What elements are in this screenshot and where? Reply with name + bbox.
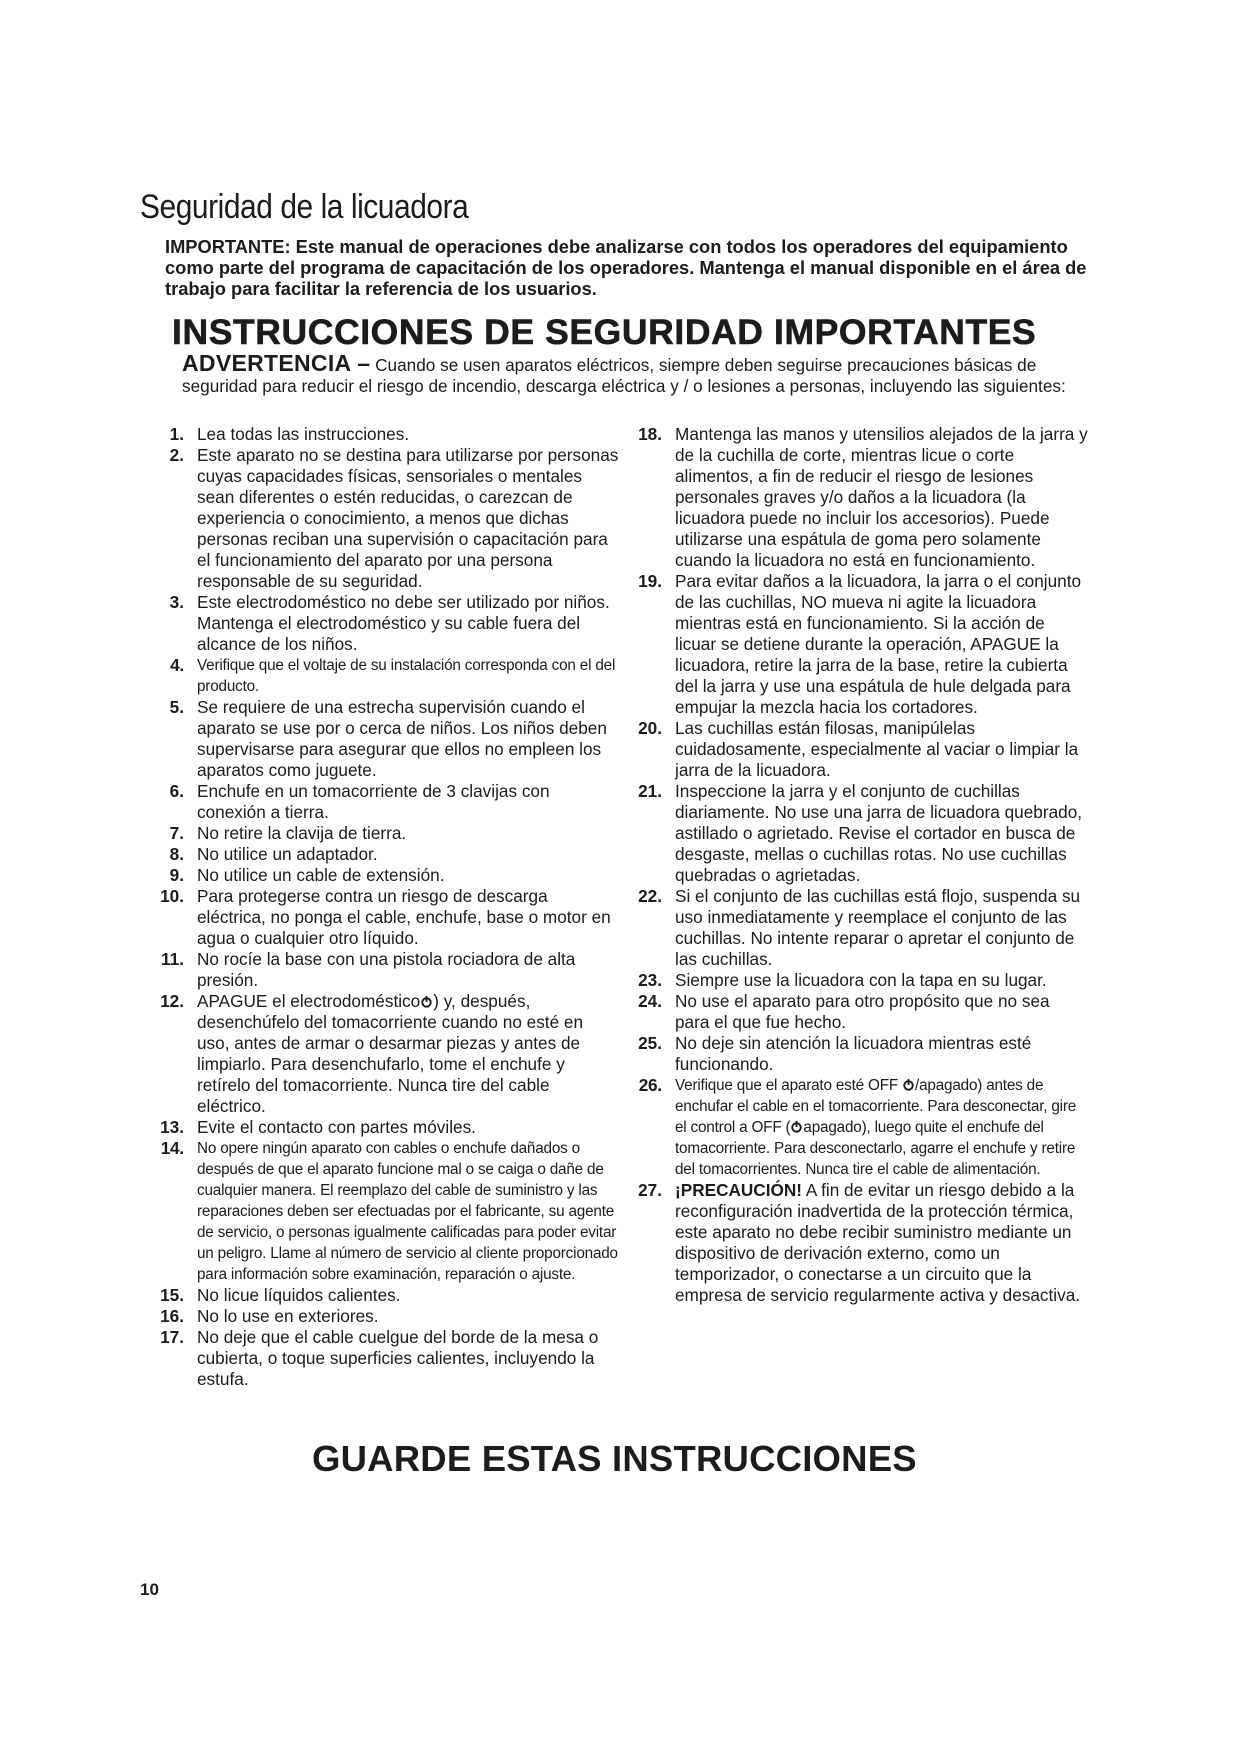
page-number: 10 bbox=[140, 1580, 159, 1599]
item-text: No utilice un adaptador. bbox=[197, 844, 378, 864]
instruction-item bbox=[150, 1285, 620, 1306]
item-text: No rocíe la base con una pistola rociadora de alta presión. bbox=[197, 949, 576, 990]
item-text: Verifique que el voltaje de su instalación corresponda con el del producto. bbox=[197, 657, 616, 695]
item-text: Para evitar daños a la licuadora, la jarra o el conjunto de las cuchillas, NO mueva ni agite la licuadora mientras está en funcionamiento. Si la acción de licuar se detiene durante la operación, APAGUE la licuadora, retire la jarra de la base, retire la cubierta del la jarra y use una espátula de hule delgada para empujar la mezcla hacia los cortadores. bbox=[675, 571, 1082, 717]
item-text: Inspeccione la jarra y el conjunto de cuchillas diariamente. No use una jarra de licuadora quebrado, astillado o agrietado. Revise el cortador en busca de desgaste, mellas o cuchillas rotas. No use cuchillas quebradas o agrietadas. bbox=[675, 781, 1083, 885]
item-number: 4. bbox=[170, 655, 184, 675]
item-text-before-icon: APAGUE el electrodoméstico bbox=[197, 991, 421, 1011]
item-number: 5. bbox=[169, 697, 184, 717]
instruction-item bbox=[150, 1117, 620, 1138]
item-number: 19. bbox=[638, 571, 662, 591]
item-text: Lea todas las instrucciones. bbox=[197, 424, 410, 444]
item-number: 9. bbox=[169, 865, 184, 885]
item-number: 10. bbox=[160, 886, 184, 906]
item-text: No use el aparato para otro propósito que no sea para el que fue hecho. bbox=[675, 991, 1050, 1032]
item-text: Este aparato no se destina para utilizarse por personas cuyas capacidades físicas, sensoriales o mentales sean diferentes o estén reducidas, o carezcan de experiencia o conocimiento, a menos que dichas personas reciban una supervisión o capacitación para el funcionamiento del aparato por una persona responsable de su seguridad. bbox=[197, 445, 619, 591]
instruction-item bbox=[150, 991, 620, 1117]
footer-heading: GUARDE ESTAS INSTRUCCIONES bbox=[312, 1438, 917, 1479]
item-text: No licue líquidos calientes. bbox=[197, 1285, 401, 1305]
item-number: 11. bbox=[161, 949, 184, 969]
instruction-item bbox=[628, 1033, 1088, 1075]
item-number: 25. bbox=[638, 1033, 662, 1053]
item-number: 23. bbox=[638, 970, 662, 990]
item-text: Se requiere de una estrecha supervisión cuando el aparato se use por o cerca de niños. Los niños deben supervisarse para asegurar que ellos no empleen los aparatos como juguete. bbox=[197, 697, 607, 780]
instruction-item bbox=[150, 949, 620, 991]
warning-label: ADVERTENCIA – bbox=[182, 350, 371, 376]
instruction-item bbox=[150, 865, 620, 886]
instruction-item bbox=[628, 886, 1088, 970]
instruction-item bbox=[628, 970, 1088, 991]
instruction-item bbox=[628, 991, 1088, 1033]
instruction-item bbox=[150, 1306, 620, 1327]
item-number: 1. bbox=[169, 424, 184, 444]
item-text: Si el conjunto de las cuchillas está flojo, suspenda su uso inmediatamente y reemplace el conjunto de las cuchillas. No intente reparar o apretar el conjunto de las cuchillas. bbox=[675, 886, 1081, 969]
instruction-item bbox=[628, 1180, 1088, 1306]
instruction-item bbox=[150, 445, 620, 592]
item-text: No opere ningún aparato con cables o enchufe dañados o después de que el aparato funcione mal o se caiga o dañe de cualquier manera. El reemplazo del cable de suministro y las reparaciones deben ser efectuadas por el fabricante, su agente de servicio, o personas igualmente calificadas para poder evitar un peligro. Llame al número de servicio al cliente proporcionado para información sobre examinación, reparación o ajuste. bbox=[197, 1140, 618, 1283]
main-heading: INSTRUCCIONES DE SEGURIDAD IMPORTANTES bbox=[172, 312, 1037, 352]
instruction-item bbox=[150, 1138, 620, 1285]
instructions-right-column bbox=[628, 424, 1088, 1306]
instruction-item bbox=[150, 424, 620, 445]
page-title: Seguridad de la licuadora bbox=[140, 188, 469, 226]
power-icon bbox=[790, 1120, 803, 1133]
instructions-left-column bbox=[150, 424, 620, 1390]
item-number: 14. bbox=[160, 1138, 184, 1158]
item-number: 22. bbox=[638, 886, 662, 906]
item-text-part1: Verifique que el aparato esté OFF bbox=[675, 1077, 903, 1094]
warning-text: Cuando se usen aparatos eléctricos, siempre deben seguirse precauciones básicas de seguridad para reducir el riesgo de incendio, descarga eléctrica y / o lesiones a personas, incluyendo las siguientes: bbox=[182, 355, 1066, 396]
item-number: 12. bbox=[160, 991, 184, 1011]
item-text: Evite el contacto con partes móviles. bbox=[197, 1117, 476, 1137]
item-text: Mantenga las manos y utensilios alejados de la jarra y de la cuchilla de corte, mientras licue o corte alimentos, a fin de reducir el riesgo de lesiones personales graves y/o daños a la licuadora (la licuadora puede no incluir los accesorios). Puede utilizarse una espátula de goma pero solamente cuando la licuadora no está en funcionamiento. bbox=[675, 424, 1088, 570]
item-text: Para protegerse contra un riesgo de descarga eléctrica, no ponga el cable, enchufe, base o motor en agua o cualquier otro líquido. bbox=[197, 886, 611, 948]
item-text: Enchufe en un tomacorriente de 3 clavijas con conexión a tierra. bbox=[197, 781, 550, 822]
instruction-item bbox=[150, 823, 620, 844]
item-text: No deje que el cable cuelgue del borde de la mesa o cubierta, o toque superficies calientes, incluyendo la estufa. bbox=[197, 1327, 599, 1389]
item-number: 2. bbox=[169, 445, 184, 465]
instruction-item bbox=[628, 718, 1088, 781]
item-text: Este electrodoméstico no debe ser utilizado por niños. Mantenga el electrodoméstico y su cable fuera del alcance de los niños. bbox=[197, 592, 610, 654]
precaution-label: ¡PRECAUCIÓN! bbox=[675, 1180, 802, 1200]
item-number: 20. bbox=[638, 718, 662, 738]
instruction-item bbox=[628, 571, 1088, 718]
instruction-item bbox=[150, 781, 620, 823]
item-number: 26. bbox=[638, 1075, 662, 1095]
item-text-part2: /apagado) antes de enchufar el cable en el tomacorriente. Para desconectar, gire el control a OFF ( bbox=[675, 1077, 1077, 1136]
item-text: Siempre use la licuadora con la tapa en su lugar. bbox=[675, 970, 1047, 990]
item-number: 16. bbox=[160, 1306, 184, 1326]
instruction-item bbox=[150, 1327, 620, 1390]
item-text: Las cuchillas están filosas, manipúlelas cuidadosamente, especialmente al vaciar o limpiar la jarra de la licuadora. bbox=[675, 718, 1079, 780]
item-number: 3. bbox=[169, 592, 184, 612]
instruction-item bbox=[150, 697, 620, 781]
item-number: 6. bbox=[169, 781, 184, 801]
item-text: No deje sin atención la licuadora mientras esté funcionando. bbox=[675, 1033, 1032, 1074]
item-number: 15. bbox=[160, 1285, 184, 1305]
instruction-item bbox=[150, 592, 620, 655]
instruction-item bbox=[150, 655, 620, 697]
item-text-part3: apagado), luego quite el enchufe del tomacorriente. Para desconectarlo, agarre el enchufe y retire del tomacorrientes. Nunca tire el cable de alimentación. bbox=[675, 1119, 1076, 1178]
instruction-item bbox=[150, 844, 620, 865]
item-text: No retire la clavija de tierra. bbox=[197, 823, 407, 843]
item-text: No utilice un cable de extensión. bbox=[197, 865, 445, 885]
instruction-item bbox=[628, 1075, 1088, 1180]
item-text-after-icon: ) y, después, desenchúfelo del tomacorriente cuando no esté en uso, antes de armar o desarmar piezas y antes de limpiarlo. Para desenchufarlo, tome el enchufe y retírelo del tomacorriente. Nunca tire del cable eléctrico. bbox=[197, 991, 584, 1116]
item-number: 21. bbox=[638, 781, 662, 801]
instruction-item bbox=[628, 424, 1088, 571]
instruction-item bbox=[150, 886, 620, 949]
warning-paragraph bbox=[182, 350, 1102, 397]
important-note: IMPORTANTE: Este manual de operaciones debe analizarse con todos los operadores del equipamiento como parte del programa de capacitación de los operadores. Mantenga el manual disponible en el área de trabajo para facilitar la referencia de los usuarios. bbox=[165, 236, 1087, 299]
item-text: A fin de evitar un riesgo debido a la reconfiguración inadvertida de la protección térmica, este aparato no debe recibir suministro mediante un dispositivo de derivación externo, como un temporizador, o conectarse a un circuito que la empresa de servicio regularmente activa y desactiva. bbox=[675, 1180, 1081, 1305]
power-icon bbox=[902, 1078, 915, 1091]
item-number: 24. bbox=[638, 991, 662, 1011]
instruction-item bbox=[628, 781, 1088, 886]
item-number: 17. bbox=[160, 1327, 184, 1347]
item-number: 8. bbox=[169, 844, 184, 864]
item-number: 7. bbox=[169, 823, 184, 843]
power-icon bbox=[420, 995, 433, 1008]
item-number: 13. bbox=[160, 1117, 184, 1137]
item-number: 27. bbox=[638, 1180, 662, 1200]
item-number: 18. bbox=[638, 424, 662, 444]
item-text: No lo use en exteriores. bbox=[197, 1306, 379, 1326]
